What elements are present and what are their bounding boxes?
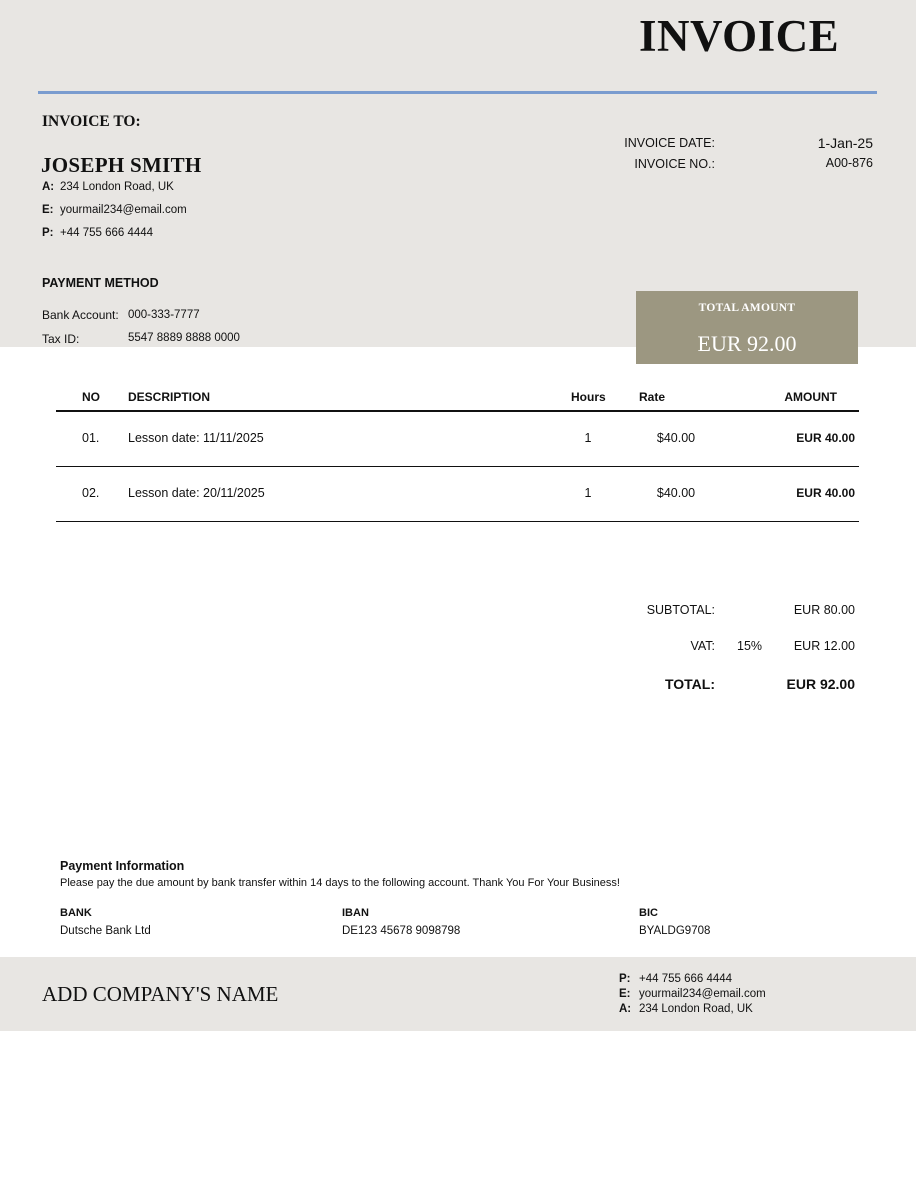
column-header-no: NO bbox=[82, 390, 100, 404]
row-no: 02. bbox=[82, 486, 100, 500]
footer-email bbox=[619, 988, 766, 1000]
footer-phone-value: +44 755 666 4444 bbox=[639, 973, 733, 985]
footer-address bbox=[619, 1003, 753, 1015]
total-amount-value: EUR 92.00 bbox=[697, 331, 797, 356]
total-label: TOTAL: bbox=[664, 676, 715, 692]
row-divider bbox=[56, 521, 859, 522]
payment-info-title: Payment Information bbox=[60, 859, 185, 873]
total-amount-label: TOTAL AMOUNT bbox=[698, 302, 796, 314]
email-value: yourmail234@email.com bbox=[60, 204, 187, 216]
email-key: E: bbox=[42, 204, 54, 216]
company-name: ADD COMPANY'S NAME bbox=[42, 982, 279, 1006]
row-hours: 1 bbox=[584, 486, 592, 500]
vat-rate: 15% bbox=[737, 639, 763, 653]
table-row bbox=[0, 486, 916, 506]
phone-value: +44 755 666 4444 bbox=[60, 227, 154, 239]
row-description: Lesson date: 20/11/2025 bbox=[128, 486, 265, 500]
footer-email-value: yourmail234@email.com bbox=[639, 988, 766, 1000]
footer-phone bbox=[619, 973, 732, 985]
invoice-title: INVOICE bbox=[639, 11, 840, 61]
footer-address-value: 234 London Road, UK bbox=[639, 1003, 753, 1015]
subtotal-value: EUR 80.00 bbox=[793, 603, 855, 617]
column-header-description: DESCRIPTION bbox=[128, 390, 211, 404]
address-value: 234 London Road, UK bbox=[60, 181, 174, 193]
client-phone bbox=[42, 227, 153, 239]
invoice-date-label: INVOICE DATE: bbox=[624, 136, 715, 150]
column-header-rate: Rate bbox=[639, 390, 666, 404]
table-row bbox=[0, 431, 916, 451]
vat-label: VAT: bbox=[690, 639, 715, 653]
payment-info-text: Please pay the due amount by bank transfer within 14 days to the following account. Thank You For Your Business! bbox=[60, 877, 620, 889]
invoice-no-label: INVOICE NO.: bbox=[634, 157, 715, 171]
total-amount-box bbox=[636, 291, 858, 364]
row-amount: EUR 40.00 bbox=[796, 431, 855, 445]
row-hours: 1 bbox=[584, 431, 592, 445]
address-key: A: bbox=[42, 181, 55, 193]
column-header-hours: Hours bbox=[571, 390, 606, 404]
bic-label: BIC bbox=[639, 907, 658, 919]
iban-label: IBAN bbox=[342, 907, 369, 919]
subtotal-label: SUBTOTAL: bbox=[646, 603, 715, 617]
invoice-date-value: 1-Jan-25 bbox=[817, 135, 873, 151]
footer-email-key: E: bbox=[619, 988, 631, 1000]
bank-label: BANK bbox=[60, 907, 92, 919]
row-no: 01. bbox=[82, 431, 100, 445]
phone-key: P: bbox=[42, 227, 54, 239]
bank-value: Dutsche Bank Ltd bbox=[60, 925, 151, 937]
table-header-rule bbox=[56, 410, 859, 412]
client-address bbox=[42, 181, 174, 193]
tax-id-label: Tax ID: bbox=[42, 332, 80, 346]
row-rate: $40.00 bbox=[656, 486, 696, 500]
vat-value: EUR 12.00 bbox=[793, 639, 855, 653]
client-name: JOSEPH SMITH bbox=[41, 153, 202, 177]
header-divider bbox=[38, 91, 877, 94]
bic-value: BYALDG9708 bbox=[639, 925, 711, 937]
footer-address-key: A: bbox=[619, 1003, 632, 1015]
total-value: EUR 92.00 bbox=[786, 676, 855, 692]
row-rate: $40.00 bbox=[656, 431, 696, 445]
row-description: Lesson date: 11/11/2025 bbox=[128, 431, 264, 445]
bank-account-label: Bank Account: bbox=[42, 308, 119, 322]
tax-id-value: 5547 8889 8888 0000 bbox=[128, 332, 240, 344]
invoice-no-value: A00-876 bbox=[825, 156, 873, 170]
bank-account-value: 000-333-7777 bbox=[128, 309, 200, 321]
invoice-to-label: INVOICE TO: bbox=[42, 113, 141, 130]
row-divider bbox=[56, 466, 859, 467]
column-header-amount: AMOUNT bbox=[784, 390, 837, 404]
row-amount: EUR 40.00 bbox=[796, 486, 855, 500]
payment-method-title: PAYMENT METHOD bbox=[42, 276, 159, 290]
iban-value: DE123 45678 9098798 bbox=[342, 925, 461, 937]
footer-phone-key: P: bbox=[619, 973, 631, 985]
client-email bbox=[42, 204, 187, 216]
